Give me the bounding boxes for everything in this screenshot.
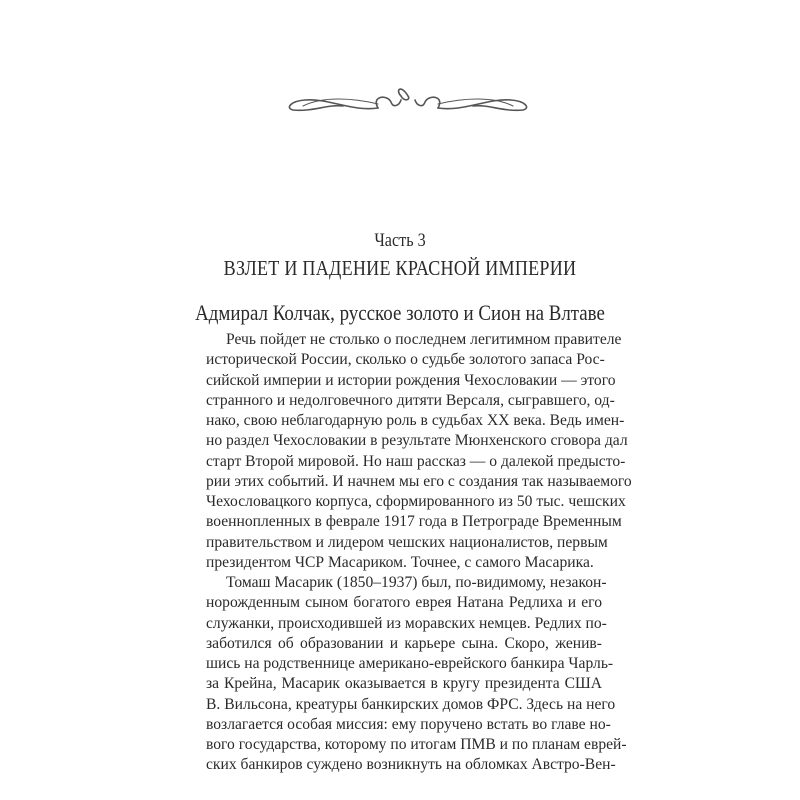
text-line: возлагается особая миссия: ему поручено встать во главе но- [206,715,611,733]
text-line: военнопленных в феврале 1917 года в Петрограде Временным [206,513,622,531]
body-text [206,330,632,776]
text-line: служанки, происходившей из моравских немцев. Редлих по- [206,614,607,632]
text-line: старт Второй мировой. Но наш рассказ — о далекой предысто- [206,452,626,470]
text-line: исторической России, сколько о судьбе золотого запаса Рос- [206,351,605,369]
text-line: Речь пойдет не столько о последнем легитимном правителе [226,331,622,348]
text-line: президентом ЧСР Масариком. Точнее, с самого Масарика. [206,553,594,571]
flourish-ornament-icon [283,82,533,116]
text-line: норожденным сыном богатого еврея Натана Редлиха и его [206,594,602,612]
text-line: рии этих событий. И начнем мы его с создания так называемого [206,472,632,490]
chapter-title: ВЗЛЕТ И ПАДЕНИЕ КРАСНОЙ ИМПЕРИИ [223,256,577,280]
text-line: Томаш Масарик (1850–1937) был, по-видимому, незакон- [226,574,607,591]
text-line: шись на родственнице американо-еврейского банкира Чарль- [206,655,614,672]
text-line: вого государства, которому по итогам ПМВ и по планам еврей- [206,736,627,753]
text-line: В. Вильсона, креатуры банкирских домов ФРС. Здесь на него [206,695,616,713]
text-line: странного и недолговечного дитяти Версаля, сыгравшего, од- [206,391,615,409]
text-line: Чехословацкого корпуса, сформированного из 50 тыс. чешских [206,493,626,510]
part-number: Часть 3 [374,230,426,251]
text-line: сийской империи и истории рождения Чехословакии — этого [206,371,616,389]
text-line: ских банкиров суждено возникнуть на обломках Австро-Вен- [206,756,616,774]
text-line: за Крейна, Масарик оказывается в кругу президента США [206,675,602,693]
text-line: заботился об образовании и карьере сына. Скоро, женив- [206,634,602,652]
section-title: Адмирал Колчак, русское золото и Сион на Влтаве [195,300,605,325]
text-line: но раздел Чехословакии в результате Мюнхенского сговора дал [206,432,628,450]
text-line: правительством и лидером чешских националистов, первым [206,533,608,551]
text-line: нако, свою неблагодарную роль в судьбах XX века. Ведь имен- [206,412,625,429]
